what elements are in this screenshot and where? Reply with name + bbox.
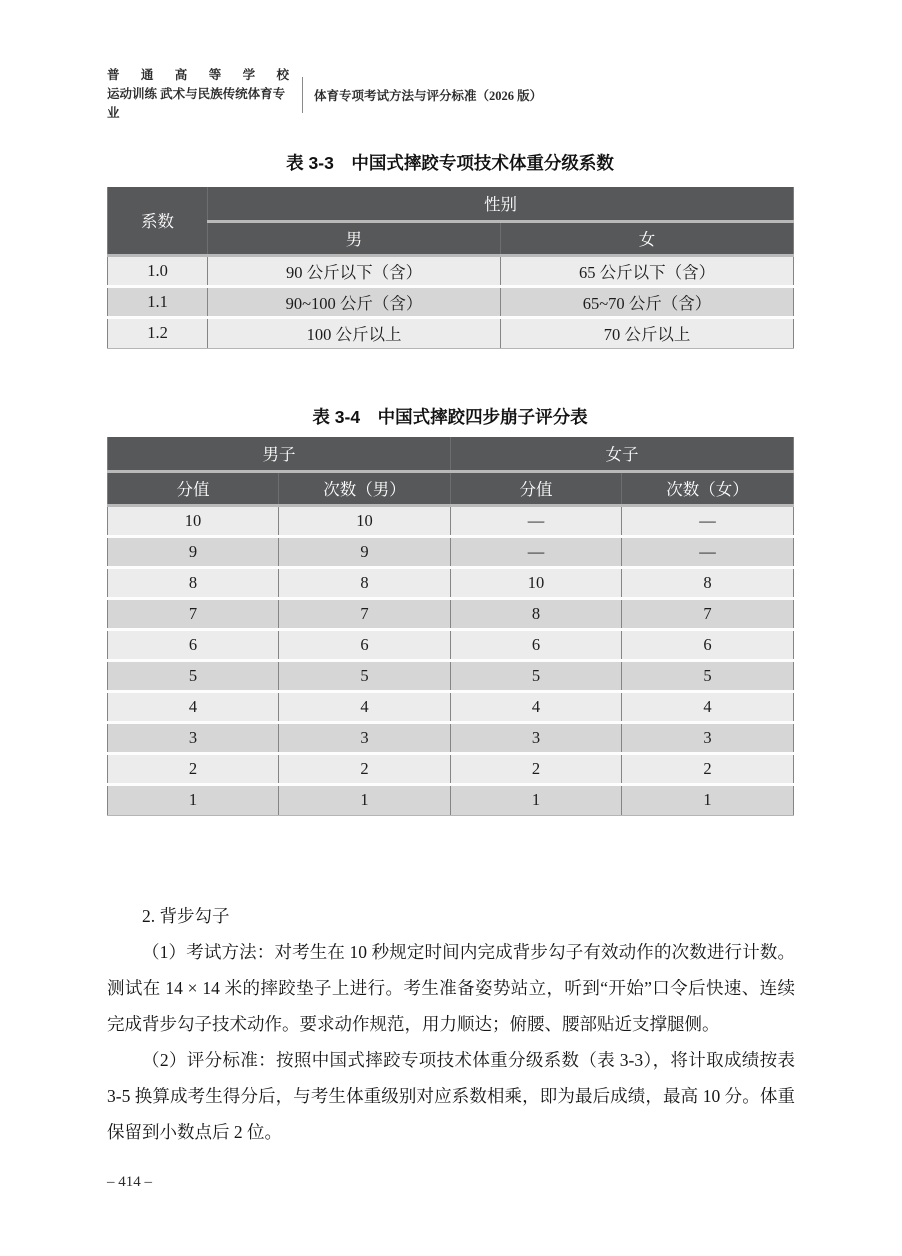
- table-cell: 1: [108, 784, 279, 815]
- running-head: [107, 66, 542, 123]
- table-cell: 1.1: [108, 286, 208, 317]
- table-cell: 2: [279, 753, 451, 784]
- table-cell: 10: [108, 505, 279, 536]
- table-cell: 4: [622, 691, 794, 722]
- table-cell: —: [451, 536, 622, 567]
- school-type-label: 普通高等学校: [107, 68, 289, 82]
- table-row: [108, 536, 794, 567]
- table-header-row: [108, 187, 794, 221]
- table-cell: 5: [279, 660, 451, 691]
- table-row: [108, 629, 794, 660]
- column-header-score-women: 分值: [451, 471, 622, 505]
- table-cell: 6: [622, 629, 794, 660]
- table-row: [108, 753, 794, 784]
- table-cell: 8: [451, 598, 622, 629]
- column-header-women-group: 女子: [451, 437, 794, 471]
- table-cell: 10: [451, 567, 622, 598]
- table-cell: 65~70 公斤（含）: [501, 286, 794, 317]
- table2-title: 表 3-4 中国式摔跤四步崩子评分表: [312, 407, 588, 427]
- table-cell: 1: [279, 784, 451, 815]
- table-cell: 8: [108, 567, 279, 598]
- table-cell: 4: [108, 691, 279, 722]
- table-row: [108, 660, 794, 691]
- running-head-left: [107, 66, 289, 123]
- table-cell: —: [622, 536, 794, 567]
- table-cell: 9: [108, 536, 279, 567]
- column-header-female: 女: [501, 221, 794, 255]
- major-label: 运动训练 武术与民族传统体育专业: [107, 87, 286, 120]
- table-cell: 8: [279, 567, 451, 598]
- table-cell: 4: [451, 691, 622, 722]
- table-cell: 70 公斤以上: [501, 317, 794, 348]
- table-cell: 3: [108, 722, 279, 753]
- table-cell: 4: [279, 691, 451, 722]
- column-header-count-women: 次数（女）: [622, 471, 794, 505]
- scoring-table: [107, 437, 794, 816]
- table-row: [108, 784, 794, 815]
- table-cell: 8: [622, 567, 794, 598]
- table-cell: 90~100 公斤（含）: [208, 286, 501, 317]
- table-cell: 1.2: [108, 317, 208, 348]
- table-cell: 3: [279, 722, 451, 753]
- table-cell: 6: [451, 629, 622, 660]
- table-cell: 2: [108, 753, 279, 784]
- table-row: [108, 722, 794, 753]
- table-cell: 5: [451, 660, 622, 691]
- table-header-row: [108, 437, 794, 471]
- paragraph-exam-method: （1）考试方法：对考生在 10 秒规定时间内完成背步勾子有效动作的次数进行计数。测试在 14 × 14 米的摔跤垫子上进行。考生准备姿势站立，听到“开始”口令后快速、连续完成背步勾子技术动作。要求动作规范，用力顺达；俯腰、腰部贴近支撑腿侧。: [107, 942, 795, 1034]
- column-header-coefficient: 系数: [108, 187, 208, 255]
- table1-title: 表 3-3 中国式摔跤专项技术体重分级系数: [286, 153, 614, 173]
- weight-coefficient-table: [107, 187, 794, 349]
- table-cell: —: [622, 505, 794, 536]
- table-cell: 1: [622, 784, 794, 815]
- table-header-row: [108, 471, 794, 505]
- column-header-men-group: 男子: [108, 437, 451, 471]
- table-row: [108, 567, 794, 598]
- table-header-row: [108, 221, 794, 255]
- column-header-male: 男: [208, 221, 501, 255]
- table-cell: 65 公斤以下（含）: [501, 255, 794, 286]
- table-cell: 7: [622, 598, 794, 629]
- body-text: [107, 898, 795, 1150]
- table-cell: 10: [279, 505, 451, 536]
- table-cell: 6: [108, 629, 279, 660]
- table-cell: 7: [108, 598, 279, 629]
- column-header-score-men: 分值: [108, 471, 279, 505]
- table-cell: 5: [622, 660, 794, 691]
- table-cell: —: [451, 505, 622, 536]
- table-cell: 5: [108, 660, 279, 691]
- header-divider: [302, 77, 303, 113]
- table-cell: 90 公斤以下（含）: [208, 255, 501, 286]
- table-row: [108, 317, 794, 348]
- table-row: [108, 505, 794, 536]
- table-row: [108, 255, 794, 286]
- table-cell: 2: [451, 753, 622, 784]
- table-cell: 3: [451, 722, 622, 753]
- table-cell: 100 公斤以上: [208, 317, 501, 348]
- table-cell: 6: [279, 629, 451, 660]
- table-row: [108, 598, 794, 629]
- document-title: 体育专项考试方法与评分标准（2026 版）: [314, 88, 543, 103]
- table-cell: 1.0: [108, 255, 208, 286]
- table-cell: 1: [451, 784, 622, 815]
- table-cell: 7: [279, 598, 451, 629]
- page-number: – 414 –: [107, 1174, 152, 1190]
- column-header-gender: 性别: [208, 187, 794, 221]
- table-cell: 2: [622, 753, 794, 784]
- table-cell: 9: [279, 536, 451, 567]
- table-row: [108, 286, 794, 317]
- table-cell: 3: [622, 722, 794, 753]
- table-row: [108, 691, 794, 722]
- section-heading: 2. 背步勾子: [142, 906, 230, 926]
- paragraph-scoring-standard: （2）评分标准：按照中国式摔跤专项技术体重分级系数（表 3-3），将计取成绩按表 3-5 换算成考生得分后，与考生体重级别对应系数相乘，即为最后成绩，最高 10 分。体重保留到小数点后 2 位。: [107, 1050, 795, 1142]
- column-header-count-men: 次数（男）: [279, 471, 451, 505]
